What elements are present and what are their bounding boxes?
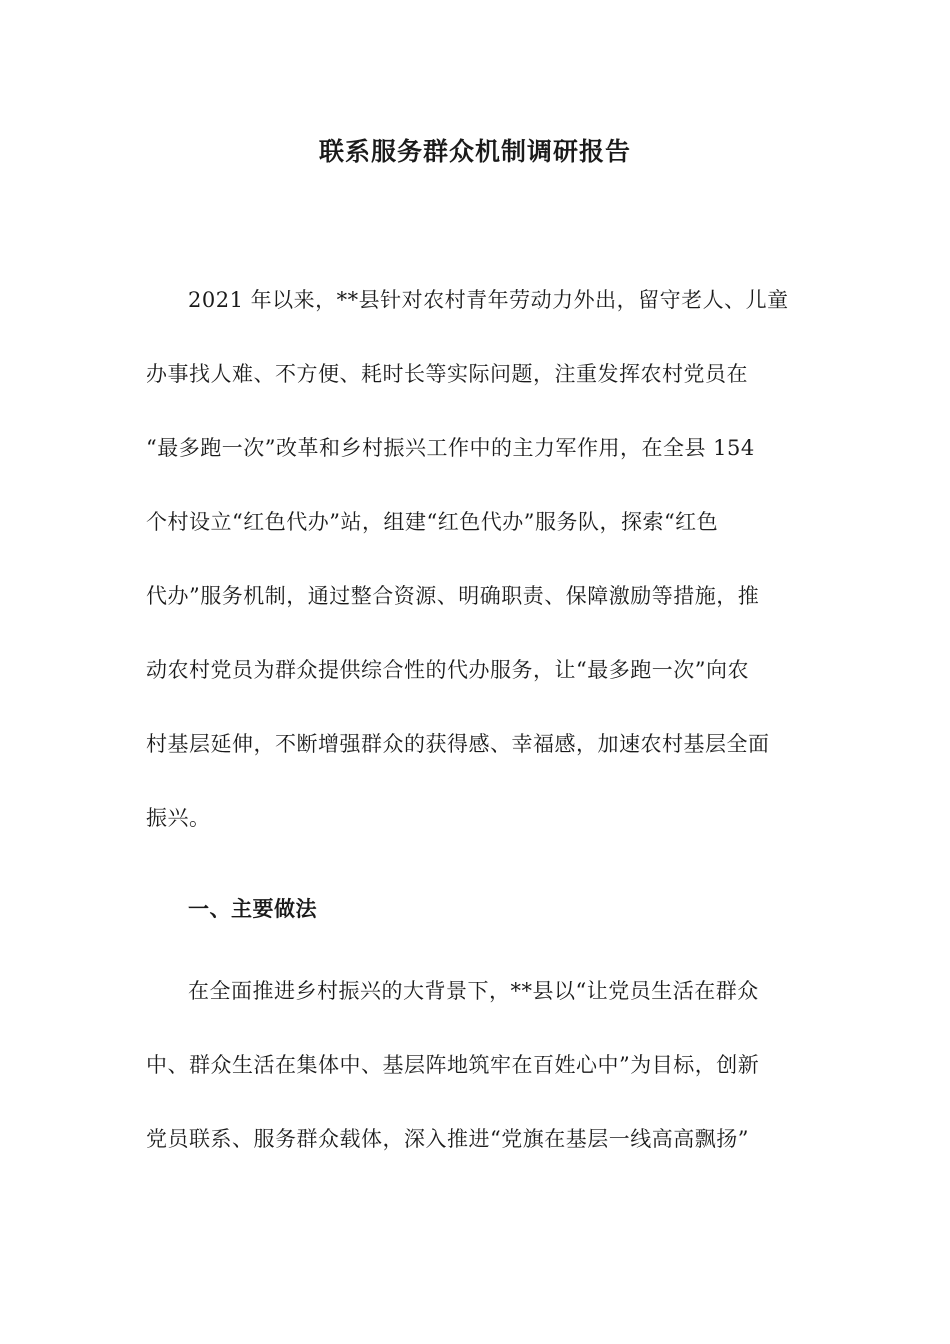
paragraph-line: 动农村党员为群众提供综合性的代办服务，让“最多跑一次”向农 <box>146 658 749 682</box>
paragraph-line: 个村设立“红色代办”站，组建“红色代办”服务队，探索“红色 <box>146 510 719 534</box>
paragraph-line: 党员联系、服务群众载体，深入推进“党旗在基层一线高高飘扬” <box>146 1127 749 1151</box>
paragraph-line: 振兴。 <box>146 806 211 830</box>
paragraph-line: 2021 年以来，**县针对农村青年劳动力外出，留守老人、儿童 <box>188 288 789 312</box>
document-title: 联系服务群众机制调研报告 <box>318 137 631 166</box>
paragraph-line: 村基层延伸，不断增强群众的获得感、幸福感，加速农村基层全面 <box>146 732 770 756</box>
paragraph-line: 办事找人难、不方便、耗时长等实际问题，注重发挥农村党员在 <box>146 362 748 386</box>
paragraph-line: 在全面推进乡村振兴的大背景下，**县以“让党员生活在群众 <box>188 979 759 1003</box>
paragraph-line: “最多跑一次”改革和乡村振兴工作中的主力军作用，在全县 154 <box>146 436 755 460</box>
paragraph-line: 代办”服务机制，通过整合资源、明确职责、保障激励等措施，推 <box>146 584 760 608</box>
section-heading: 一、主要做法 <box>188 897 317 921</box>
paragraph-line: 中、群众生活在集体中、基层阵地筑牢在百姓心中”为目标，创新 <box>146 1053 760 1077</box>
